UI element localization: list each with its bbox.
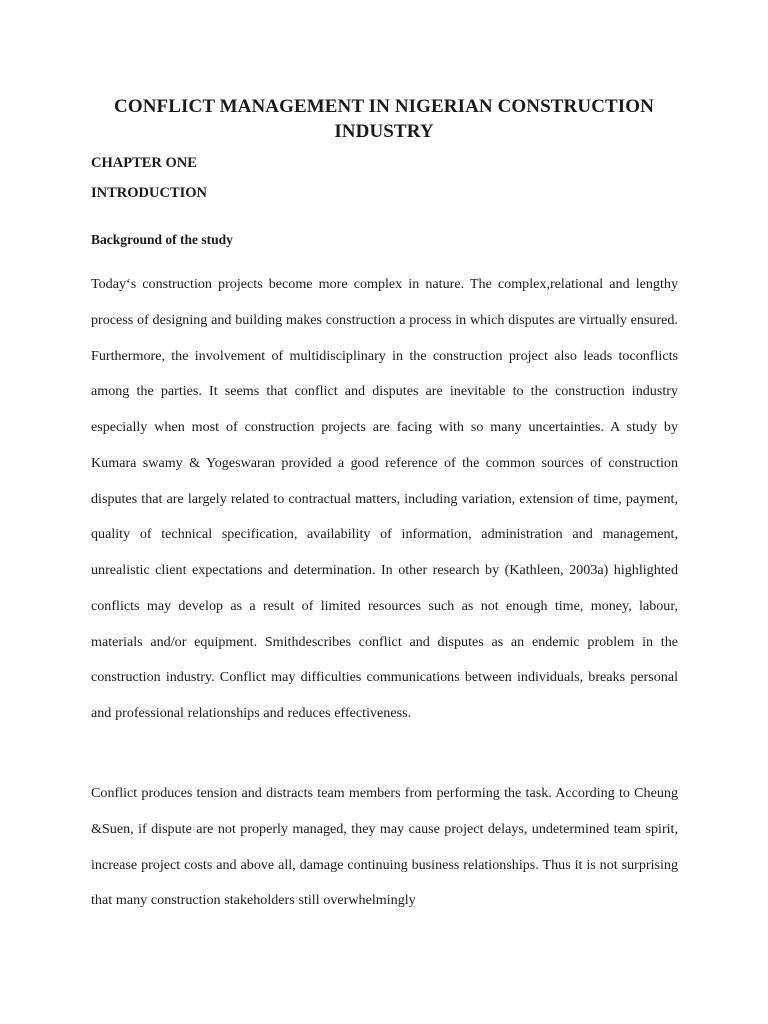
body-paragraph: Conflict produces tension and distracts team members from performing the task. According to Cheung &Suen, if dispute are not properly managed, they may cause project delays, undetermined team spirit, increase project costs and above all, damage continuing business relationships. Thus it is not surprising that many construction stakeholders still overwhelmingly	[91, 785, 678, 909]
chapter-heading: CHAPTER ONE	[91, 155, 197, 171]
document-title: CONFLICT MANAGEMENT IN NIGERIAN CONSTRUCTION INDUSTRY	[114, 96, 654, 142]
subsection-heading: Background of the study	[91, 232, 233, 247]
body-paragraph: Today‘s construction projects become more complex in nature. The complex,relational and lengthy process of designing and building makes construction a process in which disputes are virtually ensured. Furthermore, the involvement of multidisciplinary in the construction project also leads toconflicts among the parties. It seems that conflict and disputes are inevitable to the construction industry especially when most of construction projects are facing with so many uncertainties. A study by Kumara swamy & Yogeswaran provided a good reference of the common sources of construction disputes that are largely related to contractual matters, including variation, extension of time, payment, quality of technical specification, availability of information, administration and management, unrealistic client expectations and determination. In other research by (Kathleen, 2003a) highlighted conflicts may develop as a result of limited resources such as not enough time, money, labour, materials and/or equipment. Smithdescribes conflict and disputes as an endemic problem in the construction industry. Conflict may difficulties communications between individuals, breaks personal and professional relationships and reduces effectiveness.	[91, 276, 678, 721]
section-heading: INTRODUCTION	[91, 185, 208, 201]
